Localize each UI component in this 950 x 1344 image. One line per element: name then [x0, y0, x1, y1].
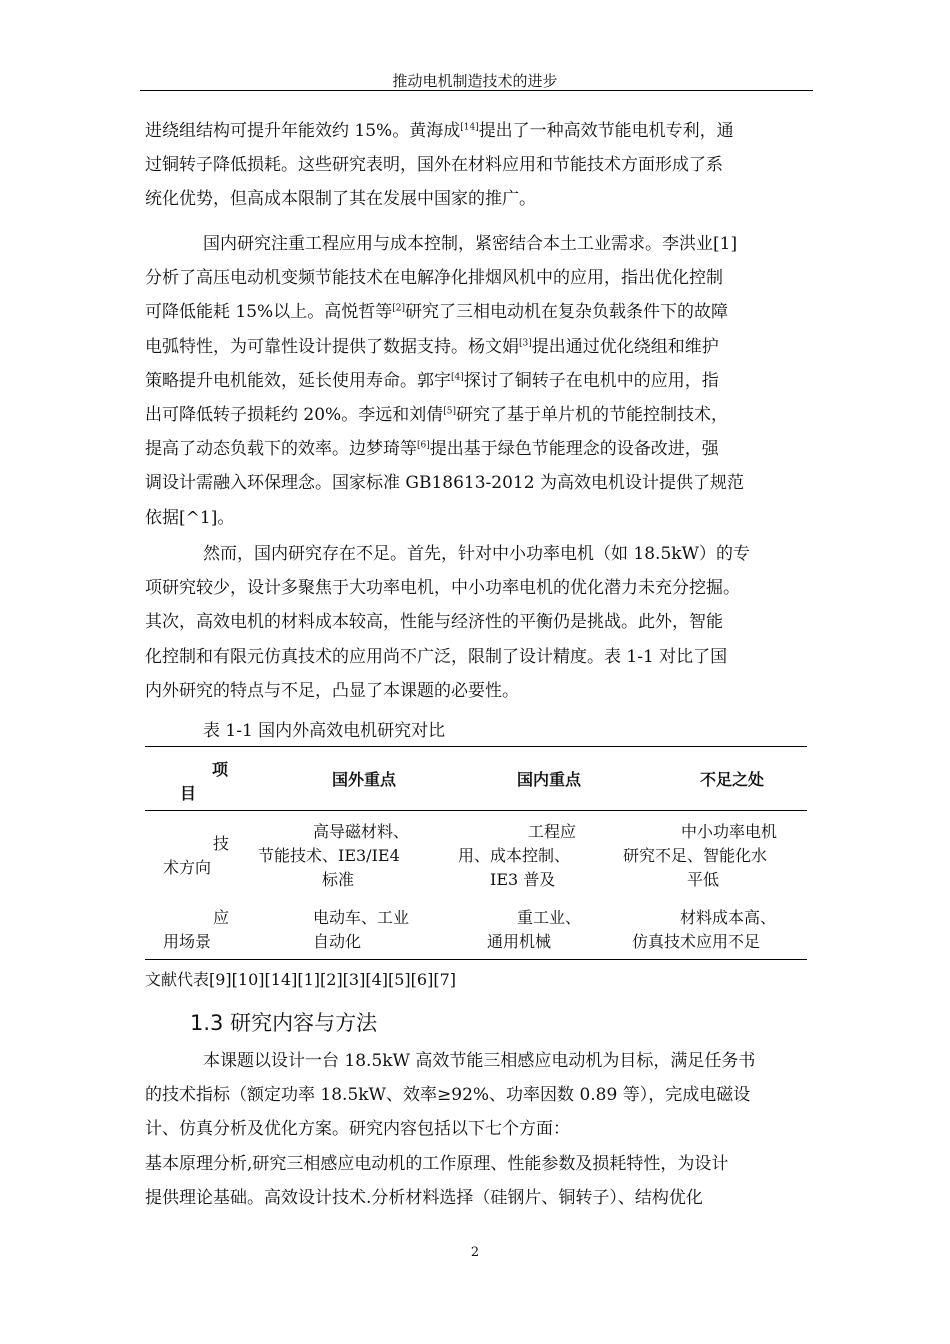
table-row-1-shortfall	[623, 820, 813, 892]
citation-ref: [14]	[460, 122, 479, 133]
citation-ref: [4]	[451, 372, 464, 383]
citation-ref: [6]	[417, 440, 430, 451]
text-line: 统化优势，但高成本限制了其在发展中国家的推广。	[145, 189, 536, 210]
page-number: 2	[470, 1245, 480, 1260]
running-header: 推动电机制造技术的进步	[392, 72, 558, 90]
text-line: 的技术指标（额定功率 18.5kW、效率≥92%、功率因数 0.89 等），完成电磁设	[145, 1085, 751, 1106]
text-span: 出可降低转子损耗约 20%。李远和刘倩	[145, 404, 444, 425]
header-item-line-1: 项	[212, 760, 229, 779]
table-top-rule	[145, 746, 807, 747]
cell-line: 高导磁材料、	[313, 822, 410, 841]
table-header-domestic: 国内重点	[517, 770, 582, 789]
text-line: 其次，高效电机的材料成本较高，性能与经济性的平衡仍是挑战。此外，智能	[145, 612, 723, 633]
text-span: 研究了三相电动机在复杂负载条件下的故障	[404, 302, 728, 323]
text-span: 电弧特性，为可靠性设计提供了数据支持。杨文娟	[145, 336, 519, 357]
text-span: 提出通过优化绕组和维护	[531, 336, 719, 357]
text-line: 调设计需融入环保理念。国家标准 GB18613-2012 为高效电机设计提供了规范	[145, 473, 744, 494]
table-bottom-rule	[145, 959, 807, 960]
citation-ref: [5]	[443, 406, 456, 417]
paragraph-3	[145, 537, 811, 708]
header-item-line-2: 目	[180, 784, 197, 803]
text-span: 探讨了铜转子在电机中的应用，指	[463, 370, 719, 391]
text-line	[145, 364, 811, 398]
text-line: 项研究较少，设计多聚焦于大功率电机，中小功率电机的优化潜力未充分挖掘。	[145, 578, 740, 599]
cell-line: IE3 普及	[490, 870, 556, 889]
table-source-note: 文献代表[9][10][14][1][2][3][4][5][6][7]	[145, 970, 457, 989]
cell-line: 技	[213, 834, 230, 853]
section-heading: 1.3 研究内容与方法	[190, 1011, 378, 1035]
text-line: 分析了高压电动机变频节能技术在电解净化排烟风机中的应用，指出优化控制	[145, 268, 723, 289]
cell-line: 工程应	[528, 822, 577, 841]
text-line	[145, 398, 811, 432]
paragraph-4	[145, 1044, 811, 1215]
paragraph-1	[145, 114, 811, 217]
cell-line: 用场景	[163, 932, 212, 951]
text-span: 研究了基于单片机的节能控制技术，	[455, 404, 728, 425]
table-row-1-item	[163, 832, 243, 880]
cell-line: 电动车、工业	[313, 908, 410, 927]
header-rule	[140, 90, 813, 91]
text-line	[145, 330, 811, 364]
cell-line: 用、成本控制、	[458, 846, 571, 865]
text-line: 依据[^1]。	[145, 507, 235, 528]
cell-line: 中小功率电机	[681, 822, 778, 841]
table-header-item	[180, 758, 240, 806]
citation-ref: [2]	[392, 303, 405, 314]
cell-line: 术方向	[163, 858, 212, 877]
text-line	[145, 295, 811, 329]
text-line: 国内研究注重工程应用与成本控制，紧密结合本土工业需求。李洪业[1]	[203, 234, 738, 254]
citation-ref: [3]	[519, 337, 532, 348]
text-span: 进绕组结构可提升年能效约 15%。黄海成	[145, 121, 461, 141]
cell-line: 研究不足、智能化水	[623, 846, 768, 865]
text-line: 化控制和有限元仿真技术的应用尚不广泛，限制了设计精度。表 1-1 对比了国	[145, 646, 728, 667]
text-line: 过铜转子降低损耗。这些研究表明，国外在材料应用和节能技术方面形成了系	[145, 155, 723, 176]
table-row-2-shortfall	[632, 906, 812, 954]
text-line: 本课题以设计一台 18.5kW 高效节能三相感应电动机为目标，满足任务书	[203, 1051, 756, 1071]
cell-line: 标准	[322, 870, 355, 889]
text-line: 提供理论基础。高效设计技术.分析材料选择（硅钢片、铜转子）、结构优化	[145, 1187, 703, 1208]
cell-line: 通用机械	[487, 932, 552, 951]
table-row-2-domestic	[487, 906, 627, 954]
text-line	[145, 432, 811, 466]
text-line	[145, 114, 811, 148]
text-line: 然而，国内研究存在不足。首先，针对中小功率电机（如 18.5kW）的专	[203, 544, 751, 564]
cell-line: 节能技术、IE3/IE4	[258, 846, 400, 865]
text-line: 基本原理分析,研究三相感应电动机的工作原理、性能参数及损耗特性，为设计	[145, 1153, 729, 1174]
table-row-1-foreign	[258, 820, 438, 892]
text-span: 提出了一种高效节能电机专利，通	[478, 121, 734, 141]
cell-line: 自动化	[313, 932, 362, 951]
text-span: 提高了动态负载下的效率。边梦琦等	[145, 439, 417, 460]
text-line: 内外研究的特点与不足，凸显了本课题的必要性。	[145, 680, 519, 701]
table-header-rule	[145, 810, 807, 811]
text-span: 可降低能耗 15%以上。高悦哲等	[145, 302, 393, 323]
paragraph-2	[145, 227, 811, 535]
cell-line: 仿真技术应用不足	[632, 932, 761, 951]
text-span: 提出基于绿色节能理念的设备改进，强	[429, 439, 719, 460]
table-row-1-domestic	[458, 820, 618, 892]
table-caption: 表 1-1 国内外高效电机研究对比	[203, 721, 446, 741]
table-row-2-foreign	[313, 906, 453, 954]
cell-line: 平低	[687, 870, 720, 889]
table-header-shortfall: 不足之处	[700, 770, 765, 789]
table-row-2-item	[163, 906, 243, 954]
text-span: 策略提升电机能效，延长使用寿命。郭宇	[145, 370, 451, 391]
text-line: 计、仿真分析及优化方案。研究内容包括以下七个方面：	[145, 1119, 570, 1140]
cell-line: 重工业、	[517, 908, 582, 927]
table-header-foreign: 国外重点	[332, 770, 397, 789]
cell-line: 应	[213, 908, 230, 927]
cell-line: 材料成本高、	[680, 908, 777, 927]
